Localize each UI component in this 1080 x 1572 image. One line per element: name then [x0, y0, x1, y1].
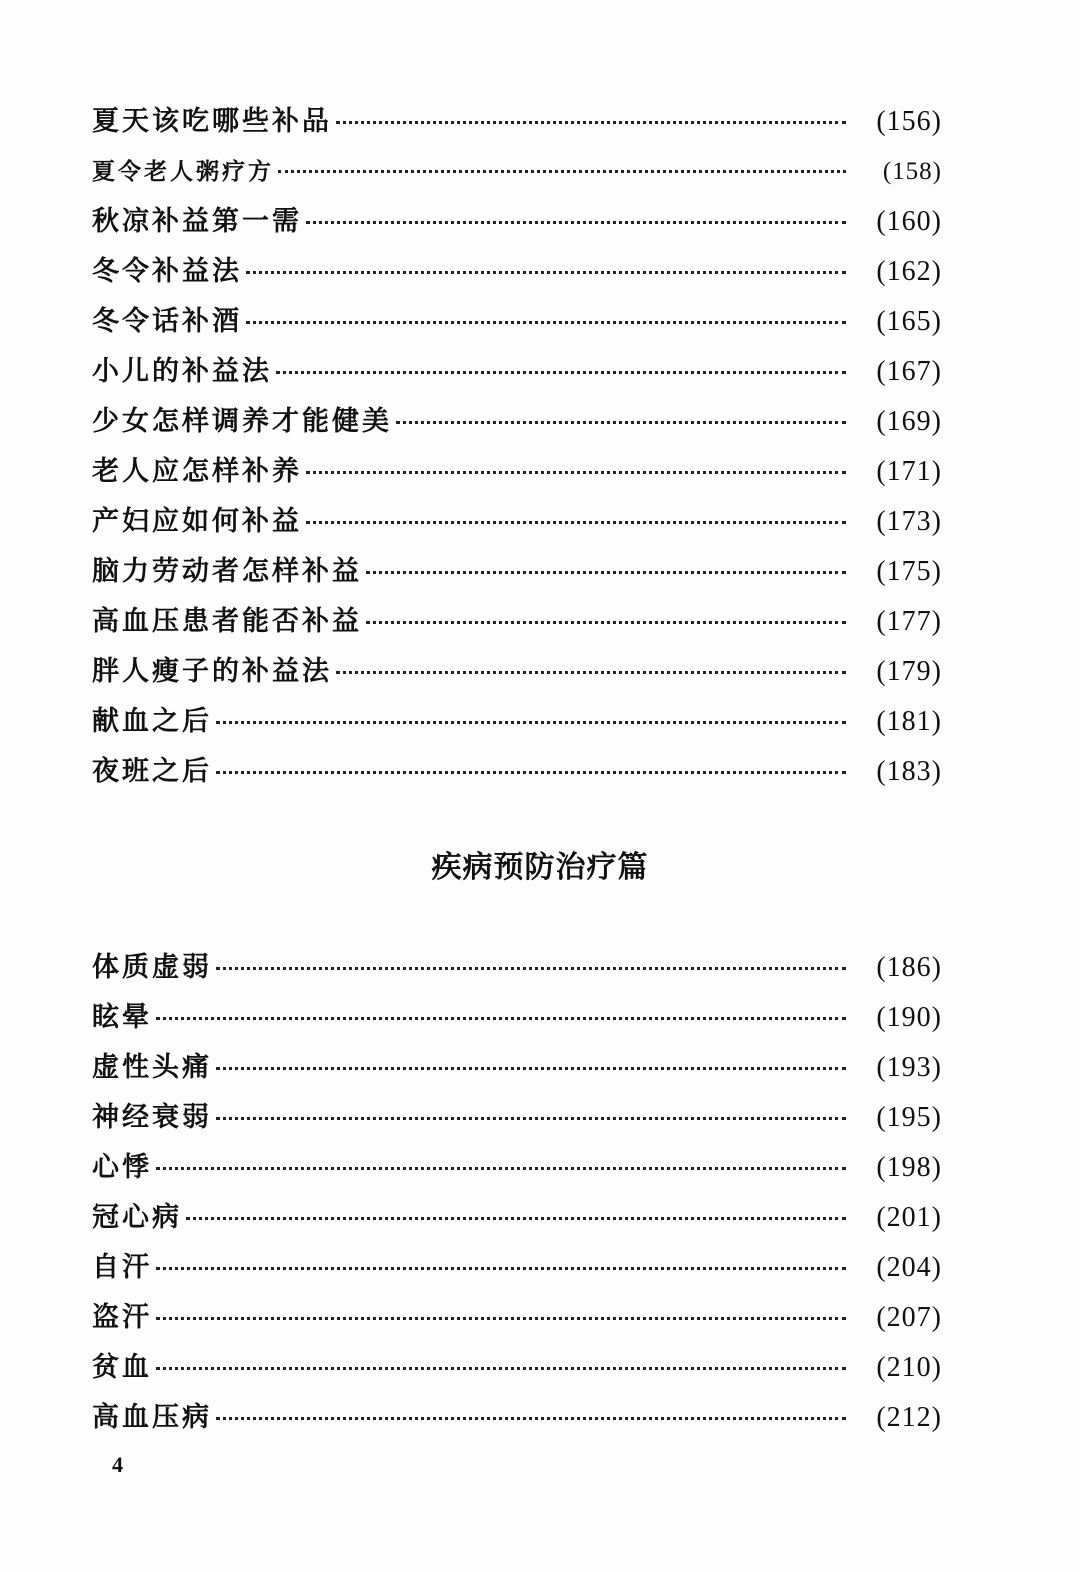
- toc-entry-page: (195): [876, 1102, 942, 1133]
- toc-entry-page: (171): [876, 456, 942, 487]
- toc-entry: [92, 1393, 942, 1443]
- section-heading: 疾病预防治疗篇: [431, 850, 649, 885]
- toc-entry-title: 夜班之后: [92, 756, 212, 787]
- toc-entry-title: 体质虚弱: [92, 952, 212, 983]
- dot-leader: [336, 671, 846, 674]
- toc-entry: [92, 497, 942, 547]
- toc-entry: [92, 1043, 942, 1093]
- dot-leader: [246, 321, 846, 324]
- toc-entry: [92, 547, 942, 597]
- toc-entry-page: (212): [876, 1402, 942, 1433]
- toc-entry-title: 自汗: [92, 1252, 152, 1283]
- toc-entry: [92, 447, 942, 497]
- toc-entry-title: 冬令话补酒: [92, 306, 242, 337]
- toc-entry-page: (207): [876, 1302, 942, 1333]
- dot-leader: [276, 371, 846, 374]
- dot-leader: [396, 421, 846, 424]
- toc-entry-page: (186): [876, 952, 942, 983]
- toc-entry-title: 神经衰弱: [92, 1102, 212, 1133]
- toc-entry-title: 夏天该吃哪些补品: [92, 106, 332, 137]
- dot-leader: [216, 1117, 846, 1120]
- dot-leader: [216, 771, 846, 774]
- toc-entry: [92, 1293, 942, 1343]
- dot-leader: [366, 571, 846, 574]
- dot-leader: [278, 170, 846, 173]
- dot-leader: [156, 1167, 846, 1170]
- dot-leader: [156, 1317, 846, 1320]
- dot-leader: [156, 1017, 846, 1020]
- toc-entry: [92, 993, 942, 1043]
- toc-entry-page: (183): [876, 756, 942, 787]
- toc-entry: [92, 1343, 942, 1393]
- toc-entry-title: 冬令补益法: [92, 256, 242, 287]
- toc-entry: [92, 1093, 942, 1143]
- dot-leader: [156, 1267, 846, 1270]
- dot-leader: [246, 271, 846, 274]
- toc-entry: [92, 147, 942, 197]
- toc-entry-page: (198): [876, 1152, 942, 1183]
- toc-entry: [92, 297, 942, 347]
- toc-list-seasonal: [92, 97, 942, 797]
- toc-entry-title: 小儿的补益法: [92, 356, 272, 387]
- toc-entry-page: (204): [876, 1252, 942, 1283]
- toc-entry: [92, 197, 942, 247]
- toc-entry-title: 产妇应如何补益: [92, 506, 302, 537]
- toc-entry: [92, 1243, 942, 1293]
- toc-entry-title: 秋凉补益第一需: [92, 206, 302, 237]
- toc-entry-page: (173): [876, 506, 942, 537]
- dot-leader: [216, 721, 846, 724]
- dot-leader: [306, 471, 846, 474]
- toc-entry-title: 高血压患者能否补益: [92, 606, 362, 637]
- toc-entry-title: 献血之后: [92, 706, 212, 737]
- toc-entry: [92, 247, 942, 297]
- toc-entry: [92, 597, 942, 647]
- toc-entry-title: 眩晕: [92, 1002, 152, 1033]
- toc-entry: [92, 1193, 942, 1243]
- toc-entry-page: (167): [876, 356, 942, 387]
- dot-leader: [366, 621, 846, 624]
- dot-leader: [216, 1417, 846, 1420]
- toc-entry-title: 夏令老人粥疗方: [92, 158, 274, 185]
- toc-entry: [92, 697, 942, 747]
- toc-entry-page: (193): [876, 1052, 942, 1083]
- dot-leader: [186, 1217, 846, 1220]
- toc-entry: [92, 1143, 942, 1193]
- toc-entry-page: (201): [876, 1202, 942, 1233]
- toc-entry-page: (181): [876, 706, 942, 737]
- toc-entry-title: 冠心病: [92, 1202, 182, 1233]
- toc-entry-title: 盗汗: [92, 1302, 152, 1333]
- toc-entry: [92, 747, 942, 797]
- toc-entry-page: (165): [876, 306, 942, 337]
- toc-entry-title: 高血压病: [92, 1402, 212, 1433]
- dot-leader: [306, 521, 846, 524]
- toc-entry: [92, 347, 942, 397]
- toc-entry-title: 心悸: [92, 1152, 152, 1183]
- dot-leader: [216, 967, 846, 970]
- toc-entry-title: 老人应怎样补养: [92, 456, 302, 487]
- toc-list-disease: [92, 943, 942, 1443]
- toc-entry-page: (175): [876, 556, 942, 587]
- toc-entry-page: (190): [876, 1002, 942, 1033]
- dot-leader: [306, 221, 846, 224]
- toc-entry-title: 脑力劳动者怎样补益: [92, 556, 362, 587]
- toc-entry-page: (160): [876, 206, 942, 237]
- toc-entry-page: (156): [876, 106, 942, 137]
- dot-leader: [156, 1367, 846, 1370]
- toc-entry: [92, 397, 942, 447]
- toc-entry-title: 少女怎样调养才能健美: [92, 406, 392, 437]
- toc-entry-title: 贫血: [92, 1352, 152, 1383]
- toc-entry-page: (162): [876, 256, 942, 287]
- toc-entry: [92, 97, 942, 147]
- page-number: 4: [112, 1452, 123, 1477]
- toc-entry-page: (177): [876, 606, 942, 637]
- dot-leader: [336, 121, 846, 124]
- toc-entry: [92, 943, 942, 993]
- toc-entry-page: (210): [876, 1352, 942, 1383]
- toc-entry-page: (169): [876, 406, 942, 437]
- toc-entry-page: (179): [876, 656, 942, 687]
- toc-entry-title: 胖人瘦子的补益法: [92, 656, 332, 687]
- toc-entry: [92, 647, 942, 697]
- toc-entry-title: 虚性头痛: [92, 1052, 212, 1083]
- toc-entry-page: (158): [882, 158, 942, 185]
- dot-leader: [216, 1067, 846, 1070]
